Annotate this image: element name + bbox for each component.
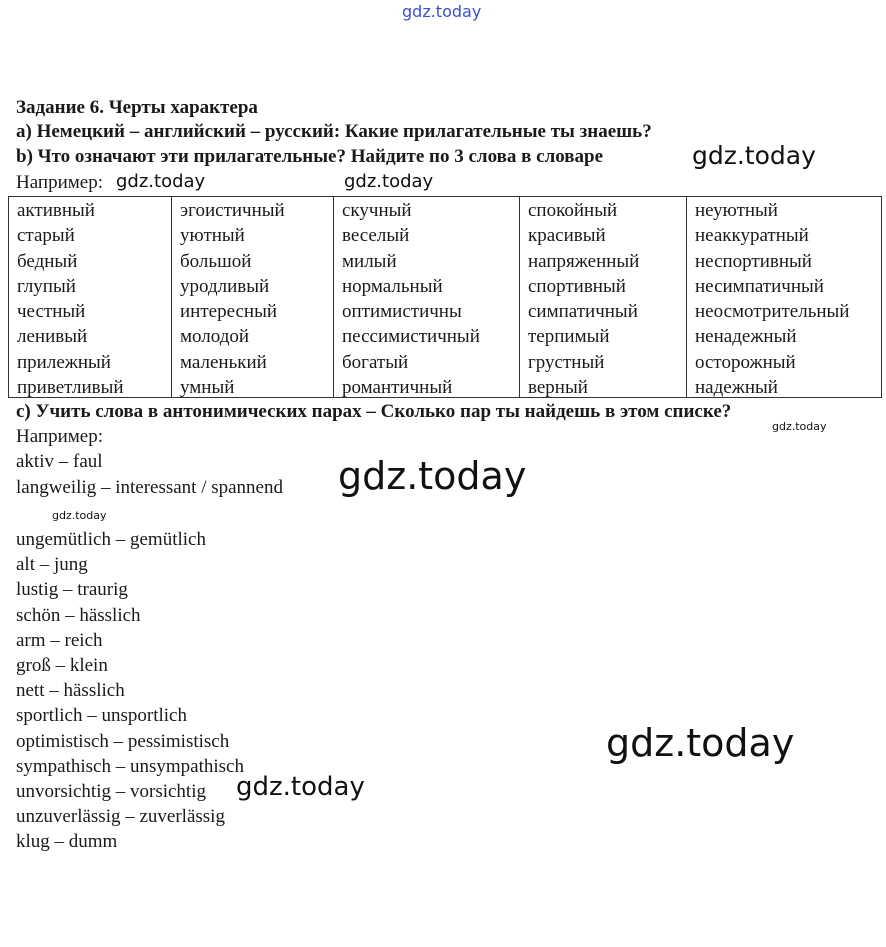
adjective: напряженный xyxy=(528,250,640,272)
task-part-c: c) Учить слова в антонимических парах – Сколько пар ты найдешь в этом списке? xyxy=(16,401,732,422)
adjective: ненадежный xyxy=(695,326,797,348)
adjective: пессимистичный xyxy=(342,326,480,348)
adjective: прилежный xyxy=(17,351,111,373)
example-pair: aktiv – faul xyxy=(16,451,103,472)
adjectives-column xyxy=(519,197,686,397)
task-part-a: a) Немецкий – английский – русский: Какие прилагательные ты знаешь? xyxy=(16,121,652,142)
adjective: ленивый xyxy=(17,326,88,348)
antonym-pair: alt – jung xyxy=(16,554,88,576)
adjective: активный xyxy=(17,200,95,221)
adjective: красивый xyxy=(528,225,606,247)
antonym-pair: optimistisch – pessimistisch xyxy=(16,730,230,752)
watermark: gdz.today xyxy=(772,420,827,433)
task-title: Задание 6. Черты характера xyxy=(16,97,258,118)
adjective: веселый xyxy=(342,225,410,247)
adjective: молодой xyxy=(180,326,250,348)
watermark: gdz.today xyxy=(692,141,816,170)
antonym-pairs-list xyxy=(16,527,244,855)
adjectives-column xyxy=(686,197,881,397)
adjective: несимпатичный xyxy=(695,275,824,297)
antonym-pair: nett – hässlich xyxy=(16,680,125,702)
antonym-pair: klug – dumm xyxy=(16,831,118,853)
adjectives-column xyxy=(171,197,333,397)
adjectives-column xyxy=(333,197,519,397)
watermark: gdz.today xyxy=(338,454,527,498)
task-part-b: b) Что означают эти прилагательные? Найдите по 3 слова в словаре xyxy=(16,146,604,167)
adjective: неаккуратный xyxy=(695,225,809,247)
adjective: скучный xyxy=(342,200,412,221)
antonym-pair: arm – reich xyxy=(16,629,103,651)
adjective: честный xyxy=(17,301,86,323)
adjective: приветливый xyxy=(17,377,124,399)
adjective: верный xyxy=(528,377,588,399)
antonym-pair: unvorsichtig – vorsichtig xyxy=(16,781,206,803)
antonym-pair: lustig – traurig xyxy=(16,579,128,601)
adjective: неуютный xyxy=(695,200,778,221)
adjective: оптимистичны xyxy=(342,301,462,323)
adjective: эгоистичный xyxy=(180,200,285,221)
antonym-pair: ungemütlich – gemütlich xyxy=(16,529,206,550)
adjective: уютный xyxy=(180,225,245,247)
antonym-pair: unzuverlässig – zuverlässig xyxy=(16,806,225,828)
adjective: спортивный xyxy=(528,275,626,297)
adjective: глупый xyxy=(17,275,76,297)
watermark: gdz.today xyxy=(52,509,107,522)
adjectives-table xyxy=(8,196,882,398)
antonym-pair: groß – klein xyxy=(16,655,108,677)
adjective: симпатичный xyxy=(528,301,638,323)
adjective: умный xyxy=(180,377,235,399)
adjective: бедный xyxy=(17,250,78,272)
adjectives-column xyxy=(9,197,171,397)
adjective: большой xyxy=(180,250,252,272)
adjective: грустный xyxy=(528,351,605,373)
adjective: маленький xyxy=(180,351,267,373)
watermark: gdz.today xyxy=(116,171,206,192)
adjective: спокойный xyxy=(528,200,618,221)
adjective: старый xyxy=(17,225,75,247)
adjective: терпимый xyxy=(528,326,610,348)
adjective: интересный xyxy=(180,301,278,323)
antonym-pair: sympathisch – unsympathisch xyxy=(16,755,244,777)
antonym-pair: sportlich – unsportlich xyxy=(16,705,187,727)
adjective: надежный xyxy=(695,377,778,399)
adjective: неспортивный xyxy=(695,250,812,272)
adjective: романтичный xyxy=(342,377,453,399)
adjective: богатый xyxy=(342,351,409,373)
watermark: gdz.today xyxy=(236,772,365,802)
adjective: неосмотрительный xyxy=(695,301,850,323)
example-label: Например: xyxy=(16,172,103,193)
adjective: уродливый xyxy=(180,275,270,297)
antonym-pair: schön – hässlich xyxy=(16,604,141,626)
watermark: gdz.today xyxy=(606,721,795,765)
adjective: милый xyxy=(342,250,397,272)
watermark: gdz.today xyxy=(344,171,434,192)
watermark: gdz.today xyxy=(402,2,482,21)
adjective: нормальный xyxy=(342,275,443,297)
example-label: Например: xyxy=(16,426,103,447)
example-pair: langweilig – interessant / spannend xyxy=(16,477,283,498)
adjective: осторожный xyxy=(695,351,796,373)
